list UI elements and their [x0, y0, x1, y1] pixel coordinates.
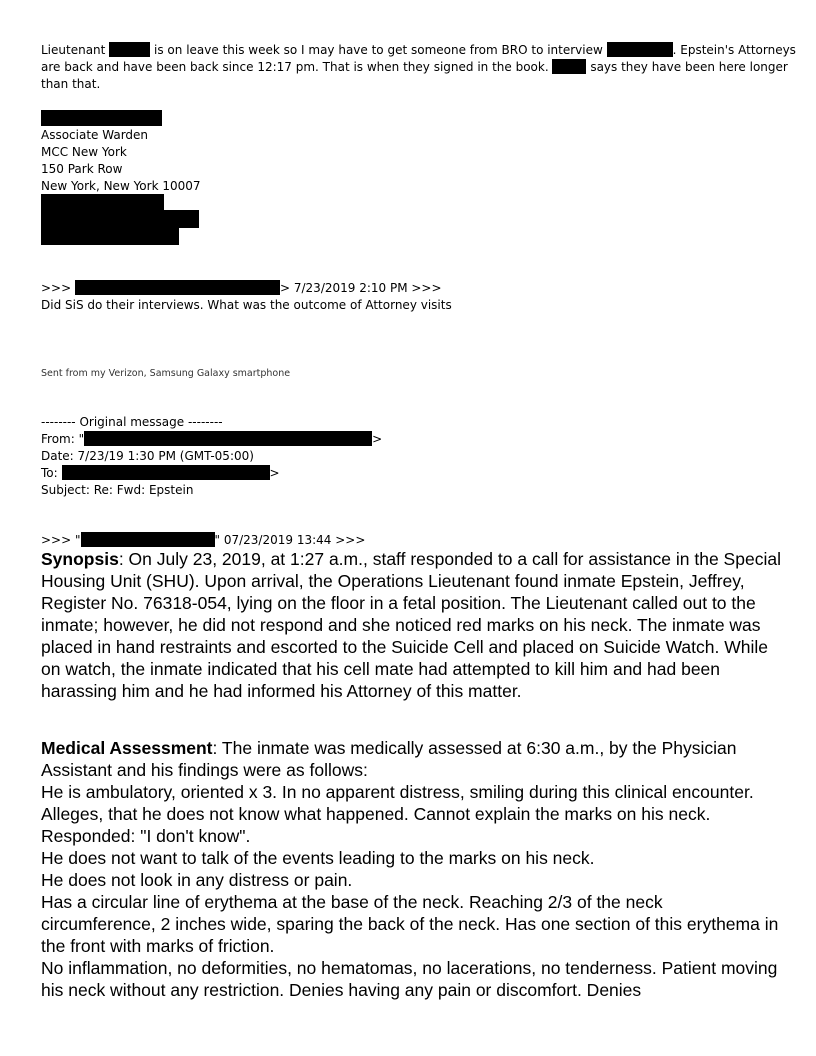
reply-header [41, 280, 442, 297]
signature-org: MCC New York [41, 145, 127, 159]
intro-text-1: Lieutenant [41, 43, 106, 57]
original-from [41, 431, 382, 448]
intro-text-3: . Epstein's Attorneys [672, 43, 796, 57]
original-subject: Subject: Re: Fwd: Epstein [41, 483, 194, 497]
intro-line-2 [41, 59, 788, 76]
redaction [41, 110, 162, 126]
redaction [109, 42, 150, 57]
intro-line-3: than that. [41, 77, 101, 91]
original-header: -------- Original message -------- [41, 415, 223, 429]
redaction [41, 194, 164, 211]
medical-line: He is ambulatory, oriented x 3. In no apparent distress, smiling during this clinical encounter. Alleges, that he does not know what happened. Cannot explain the marks on his neck. Responded: "I don't know". [41, 782, 754, 846]
redaction [607, 42, 673, 57]
quote-prefix: >>> " [41, 533, 81, 547]
signature-street: 150 Park Row [41, 162, 123, 176]
reply-prefix: >>> [41, 281, 72, 295]
intro-text-4: are back and have been back since 12:17 pm. That is when they signed in the book. [41, 60, 549, 74]
medical-line: No inflammation, no deformities, no hematomas, no lacerations, no tenderness. Patient moving his neck without any restriction. Denies having any pain or discomfort. Denies [41, 958, 778, 1000]
redaction [41, 210, 199, 228]
signature-title: Associate Warden [41, 128, 149, 142]
redaction [84, 431, 372, 446]
medical-intro: : The inmate was medically assessed at 6:30 a.m., by the Physician Assistant and his findings were as follows: [41, 738, 737, 780]
reply-body: Did SiS do their interviews. What was the outcome of Attorney visits [41, 298, 452, 312]
to-end: > [269, 466, 280, 480]
medical-line: Has a circular line of erythema at the base of the neck. Reaching 2/3 of the neck circumference, 2 inches wide, sparing the back of the neck. Has one section of this erythema in the front with marks of friction. [41, 892, 779, 956]
quote-header [41, 532, 365, 549]
redaction [75, 280, 280, 295]
intro-text-2: is on leave this week so I may have to get someone from BRO to interview [154, 43, 603, 57]
quote-suffix: " 07/23/2019 13:44 >>> [214, 533, 366, 547]
synopsis-text: : On July 23, 2019, at 1:27 a.m., staff responded to a call for assistance in the Special Housing Unit (SHU). Upon arrival, the Operations Lieutenant found inmate Epstein, Jeffrey, Register No. 76318-054, lying on the floor in a fetal position. The Lieutenant called out to the inmate; however, he did not respond and she noticed red marks on his neck. The inmate was placed in hand restraints and escorted to the Suicide Cell and placed on Suicide Watch. While on watch, the inmate indicated that his cell mate had attempted to kill him and had been harassing him and he had informed his Attorney of this matter. [41, 549, 781, 701]
redaction [552, 59, 586, 74]
to-label: To: [41, 466, 58, 480]
medical-section [41, 737, 781, 1001]
signature-city: New York, New York 10007 [41, 179, 201, 193]
intro-line-1 [41, 42, 796, 59]
redaction [81, 532, 215, 547]
redaction [41, 227, 179, 245]
synopsis-label: Synopsis [41, 549, 119, 569]
medical-line: He does not want to talk of the events leading to the marks on his neck. [41, 848, 595, 868]
from-end: > [372, 432, 383, 446]
medical-label: Medical Assessment [41, 738, 213, 758]
intro-text-5: says they have been here longer [590, 60, 788, 74]
original-date: Date: 7/23/19 1:30 PM (GMT-05:00) [41, 449, 254, 463]
sent-from: Sent from my Verizon, Samsung Galaxy smartphone [41, 368, 291, 379]
from-label: From: " [41, 432, 85, 446]
redaction [62, 465, 270, 480]
reply-suffix: > 7/23/2019 2:10 PM >>> [280, 281, 442, 295]
medical-line: He does not look in any distress or pain. [41, 870, 353, 890]
synopsis-paragraph [41, 548, 781, 702]
original-to [41, 465, 280, 482]
